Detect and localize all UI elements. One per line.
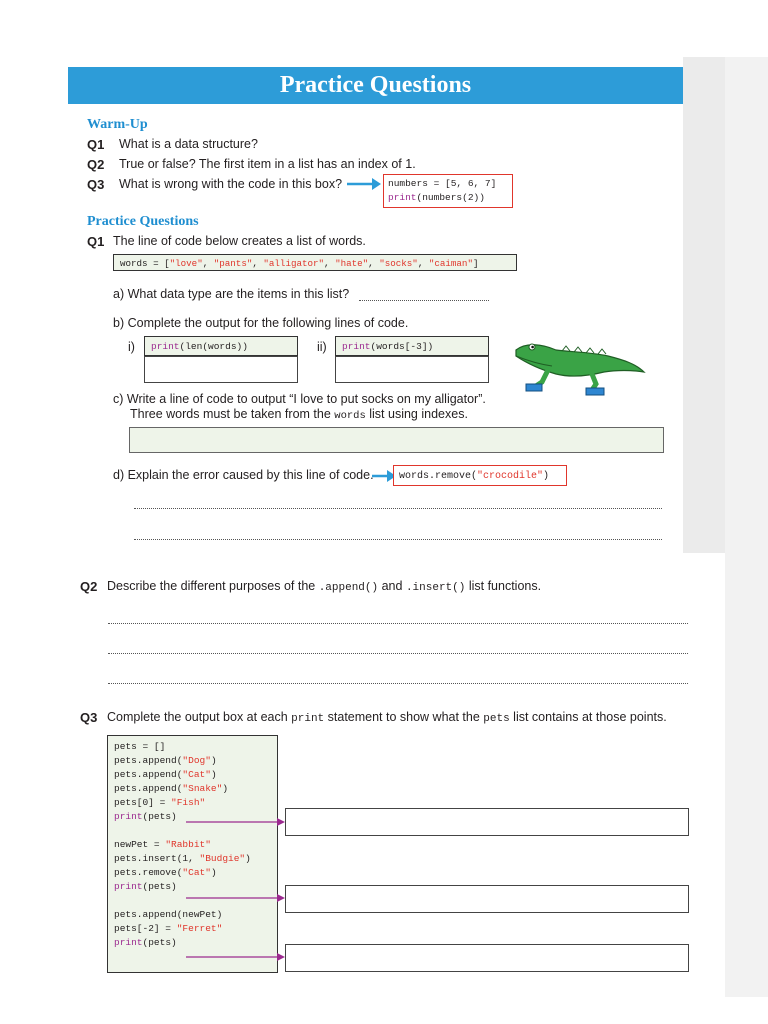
text: Three words must be taken from the bbox=[130, 407, 335, 421]
code-text: words.remove( bbox=[399, 471, 478, 482]
practice-heading: Practice Questions bbox=[87, 214, 199, 229]
pets-code-box bbox=[107, 735, 278, 973]
warmup-q2-text: True or false? The first item in a list has an index of 1. bbox=[119, 157, 416, 171]
code-text: pets.append( bbox=[114, 755, 183, 766]
code-line: numbers = [5, 6, 7] bbox=[388, 178, 497, 189]
code-line bbox=[114, 782, 271, 796]
code-line bbox=[114, 852, 271, 866]
arrow-right-icon bbox=[186, 950, 286, 964]
text: list contains at those points. bbox=[509, 710, 667, 724]
q1a-text: a) What data type are the items in this list? bbox=[113, 287, 350, 301]
code-text: (len(words)) bbox=[179, 341, 248, 352]
arrow-right-icon bbox=[346, 177, 382, 191]
text: list using indexes. bbox=[365, 407, 468, 421]
practice-q1-text: The line of code below creates a list of words. bbox=[113, 234, 366, 248]
code-text: ] bbox=[472, 258, 479, 269]
code-print: print bbox=[342, 341, 371, 352]
code-text: pets = [] bbox=[114, 741, 166, 752]
text: list functions. bbox=[465, 579, 542, 593]
code-string: "Dog" bbox=[182, 755, 211, 766]
code-string: "Cat" bbox=[182, 867, 211, 878]
text: and bbox=[378, 579, 406, 593]
q1c-text-line2 bbox=[130, 407, 468, 422]
q1b-ii-label: ii) bbox=[317, 340, 327, 354]
code-text: pets.append( bbox=[114, 783, 183, 794]
code-text: pets bbox=[483, 713, 510, 725]
q1d-text: d) Explain the error caused by this line of code. bbox=[113, 468, 374, 482]
warmup-q3-code-box bbox=[383, 174, 513, 208]
q1c-answer-box[interactable] bbox=[129, 427, 664, 453]
code-line bbox=[114, 768, 271, 782]
code-text: print bbox=[291, 713, 325, 725]
code-string: "hate" bbox=[335, 258, 369, 269]
code-sep: , bbox=[417, 258, 429, 269]
code-string: "Ferret" bbox=[176, 923, 223, 934]
alligator-illustration bbox=[512, 338, 646, 398]
code-line bbox=[114, 838, 271, 852]
code-string: "love" bbox=[169, 258, 203, 269]
code-text: (words[-3]) bbox=[370, 341, 434, 352]
code-text: ) bbox=[210, 769, 217, 780]
code-line bbox=[114, 796, 271, 810]
code-string: "Cat" bbox=[182, 769, 211, 780]
code-print: print bbox=[114, 881, 143, 892]
practice-q1-number: Q1 bbox=[87, 234, 105, 249]
code-line bbox=[114, 866, 271, 880]
warmup-q1-text: What is a data structure? bbox=[119, 137, 258, 151]
code-text: .insert() bbox=[405, 582, 466, 594]
code-line bbox=[114, 922, 271, 936]
code-string: "Rabbit" bbox=[165, 839, 211, 850]
q1b-ii-code bbox=[335, 336, 489, 356]
code-sep: , bbox=[202, 258, 214, 269]
text: Complete the output box at each bbox=[107, 710, 292, 724]
code-text: (pets) bbox=[142, 937, 177, 948]
code-print: print bbox=[114, 937, 143, 948]
q2-answer-line[interactable] bbox=[108, 623, 688, 624]
code-string: "pants" bbox=[213, 258, 253, 269]
code-print: print bbox=[388, 192, 417, 203]
code-text: ) bbox=[210, 867, 217, 878]
code-text: pets.insert(1, bbox=[114, 853, 200, 864]
code-text: words bbox=[334, 410, 366, 422]
text: Describe the different purposes of the bbox=[107, 579, 319, 593]
code-string: "alligator" bbox=[263, 258, 325, 269]
code-string: "Budgie" bbox=[199, 853, 246, 864]
q3-output-box-2[interactable] bbox=[285, 885, 689, 913]
q3-text bbox=[107, 710, 667, 725]
q1b-text: b) Complete the output for the following lines of code. bbox=[113, 316, 409, 330]
arrow-right-icon bbox=[186, 815, 286, 829]
q2-answer-line[interactable] bbox=[108, 683, 688, 684]
code-print: print bbox=[114, 811, 143, 822]
code-text: pets[-2] = bbox=[114, 923, 177, 934]
q1b-i-label: i) bbox=[128, 340, 135, 354]
arrow-right-icon bbox=[186, 891, 286, 905]
code-line bbox=[114, 936, 271, 950]
code-text: ) bbox=[210, 755, 217, 766]
code-line bbox=[114, 740, 271, 754]
q1d-code-box bbox=[393, 465, 567, 486]
warmup-q2-number: Q2 bbox=[87, 157, 105, 172]
code-text: ) bbox=[245, 853, 251, 864]
text: statement to show what the bbox=[324, 710, 484, 724]
q3-number: Q3 bbox=[80, 710, 98, 725]
code-text: pets.append(newPet) bbox=[114, 909, 223, 920]
code-string: "Fish" bbox=[171, 797, 206, 808]
warmup-q1-number: Q1 bbox=[87, 137, 105, 152]
page-edge-shadow bbox=[725, 57, 768, 997]
code-text: pets.remove( bbox=[114, 867, 183, 878]
q1c-text-line1: c) Write a line of code to output “I love to put socks on my alligator”. bbox=[113, 392, 486, 406]
code-sep: , bbox=[324, 258, 336, 269]
code-string: "caiman" bbox=[428, 258, 473, 269]
q1a-answer-line[interactable] bbox=[359, 300, 489, 301]
code-line bbox=[114, 908, 271, 922]
q3-output-box-3[interactable] bbox=[285, 944, 689, 972]
q2-number: Q2 bbox=[80, 579, 98, 594]
words-code-box bbox=[113, 254, 517, 271]
q1b-i-output-box[interactable] bbox=[144, 356, 298, 383]
code-text: .append() bbox=[318, 582, 379, 594]
code-text: pets.append( bbox=[114, 769, 183, 780]
code-string: "socks" bbox=[379, 258, 418, 269]
q1b-i-code bbox=[144, 336, 298, 356]
code-text: pets[0] = bbox=[114, 797, 172, 808]
code-sep: , bbox=[252, 258, 264, 269]
code-text: (pets) bbox=[142, 811, 177, 822]
warmup-q3-number: Q3 bbox=[87, 177, 105, 192]
code-text: newPet = bbox=[114, 839, 166, 850]
code-line bbox=[388, 191, 508, 205]
q1d-answer-line[interactable] bbox=[134, 539, 662, 540]
q2-text bbox=[107, 579, 541, 594]
page-title: Practice Questions bbox=[68, 67, 683, 104]
code-text: (pets) bbox=[142, 881, 177, 892]
code-text: ) bbox=[222, 783, 229, 794]
code-sep: , bbox=[368, 258, 380, 269]
warmup-heading: Warm-Up bbox=[87, 117, 148, 132]
warmup-q3-text: What is wrong with the code in this box? bbox=[119, 177, 343, 191]
code-print: print bbox=[151, 341, 180, 352]
q2-answer-line[interactable] bbox=[108, 653, 688, 654]
code-line bbox=[114, 754, 271, 768]
code-string: "crocodile" bbox=[477, 471, 544, 482]
page-margin-strip bbox=[683, 57, 725, 553]
q1d-answer-line[interactable] bbox=[134, 508, 662, 509]
q1b-ii-output-box[interactable] bbox=[335, 356, 489, 383]
code-text: ) bbox=[543, 471, 550, 482]
q3-output-box-1[interactable] bbox=[285, 808, 689, 836]
code-text: words = [ bbox=[120, 258, 170, 269]
code-string: "Snake" bbox=[182, 783, 223, 794]
code-text: (numbers(2)) bbox=[416, 192, 485, 203]
